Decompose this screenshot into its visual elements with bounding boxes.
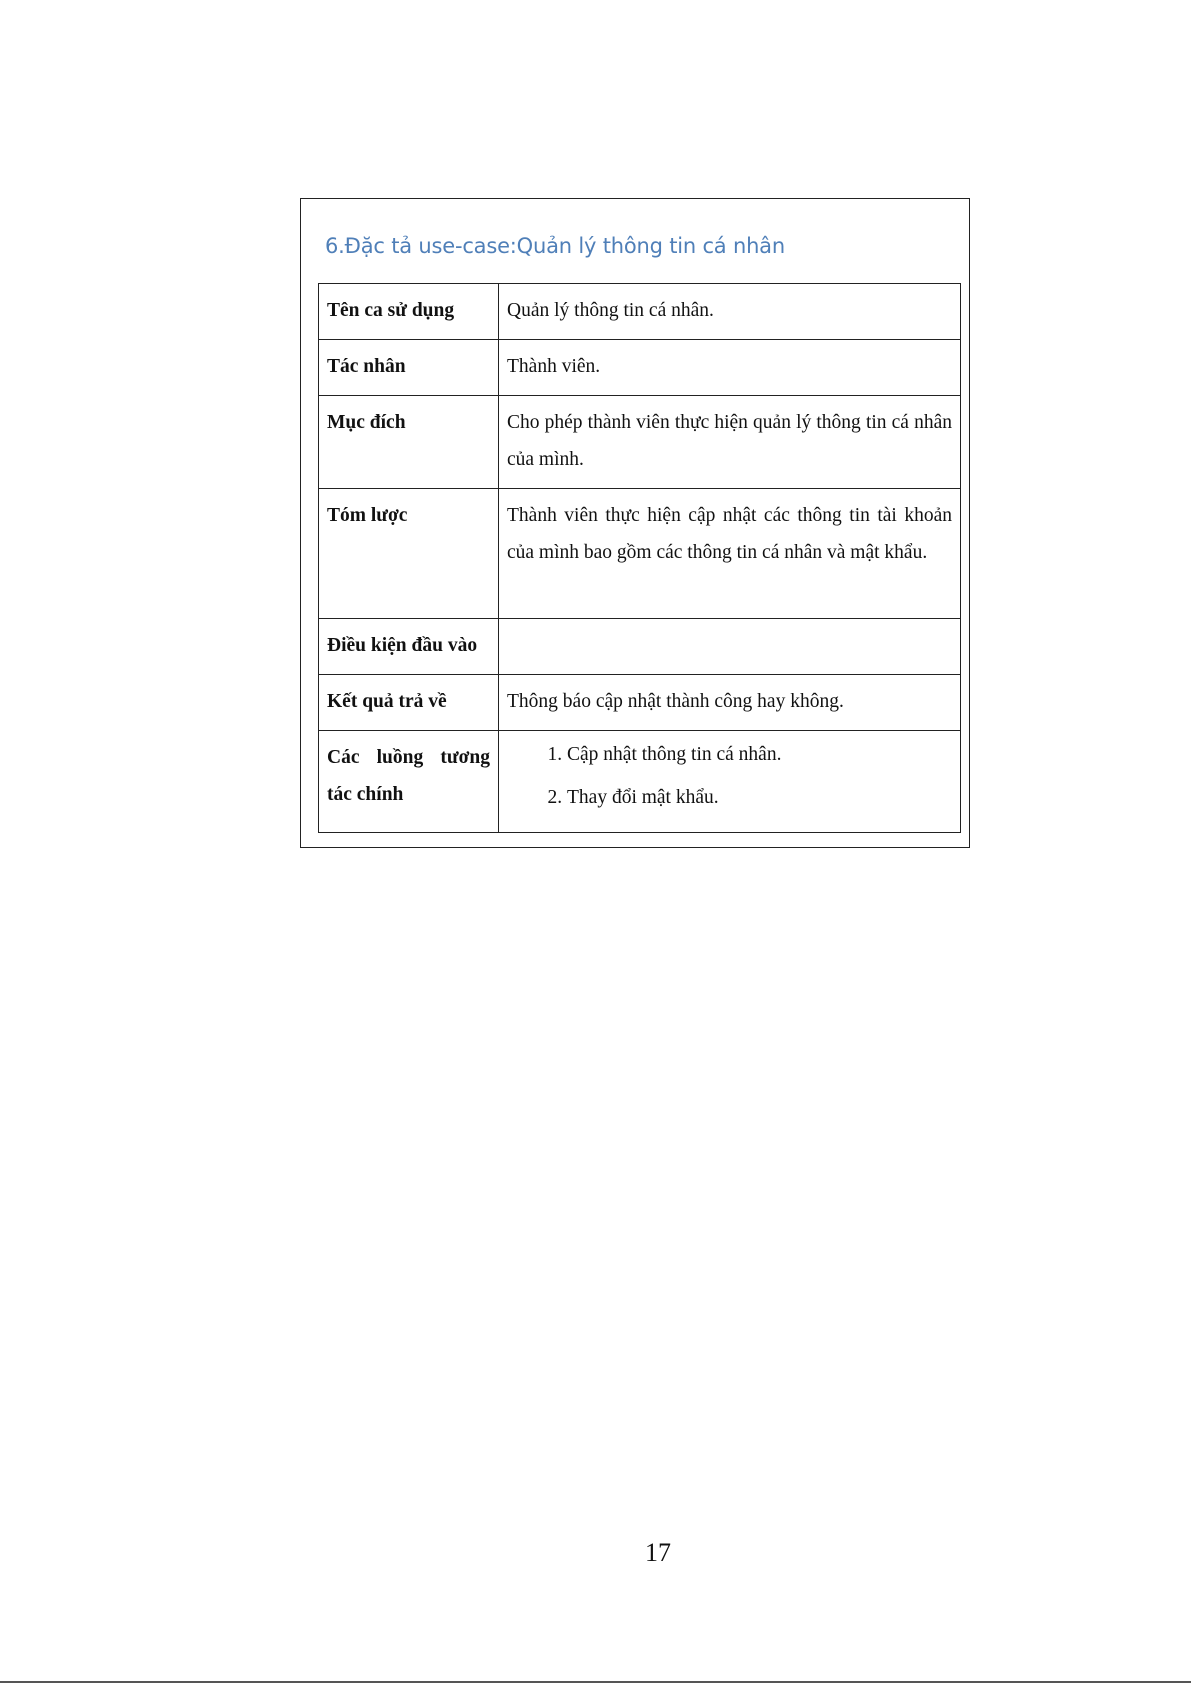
row-label: Mục đích: [319, 396, 499, 489]
table-row: [319, 284, 961, 340]
table-row: [319, 489, 961, 619]
page-number: 17: [645, 1538, 671, 1567]
row-label: Tác nhân: [319, 340, 499, 396]
row-value: Thành viên.: [499, 340, 961, 396]
table-row: [319, 340, 961, 396]
row-value: [499, 731, 961, 833]
row-label: Các luồng tương tác chính: [319, 731, 499, 833]
row-value: [499, 619, 961, 675]
table-row: [319, 731, 961, 833]
table-row: [319, 675, 961, 731]
list-item: 2. Thay đổi mật khẩu.: [567, 787, 952, 809]
list-item: 1. Cập nhật thông tin cá nhân.: [567, 744, 952, 766]
section-heading: 6.Đặc tả use-case:Quản lý thông tin cá nhân: [325, 234, 785, 258]
row-value: Cho phép thành viên thực hiện quản lý thông tin cá nhân của mình.: [499, 396, 961, 489]
row-label: Tóm lược: [319, 489, 499, 619]
row-value: Quản lý thông tin cá nhân.: [499, 284, 961, 340]
row-label: Tên ca sử dụng: [319, 284, 499, 340]
row-label: Điều kiện đầu vào: [319, 619, 499, 675]
page-bottom-rule: [0, 1681, 1191, 1683]
row-label: Kết quả trả về: [319, 675, 499, 731]
row-value: Thông báo cập nhật thành công hay không.: [499, 675, 961, 731]
table-row: [319, 619, 961, 675]
main-flow-list: [507, 744, 952, 809]
use-case-spec-table: [318, 283, 961, 833]
row-value: Thành viên thực hiện cập nhật các thông tin tài khoản của mình bao gồm các thông tin cá nhân và mật khẩu.: [499, 489, 961, 619]
table-row: [319, 396, 961, 489]
